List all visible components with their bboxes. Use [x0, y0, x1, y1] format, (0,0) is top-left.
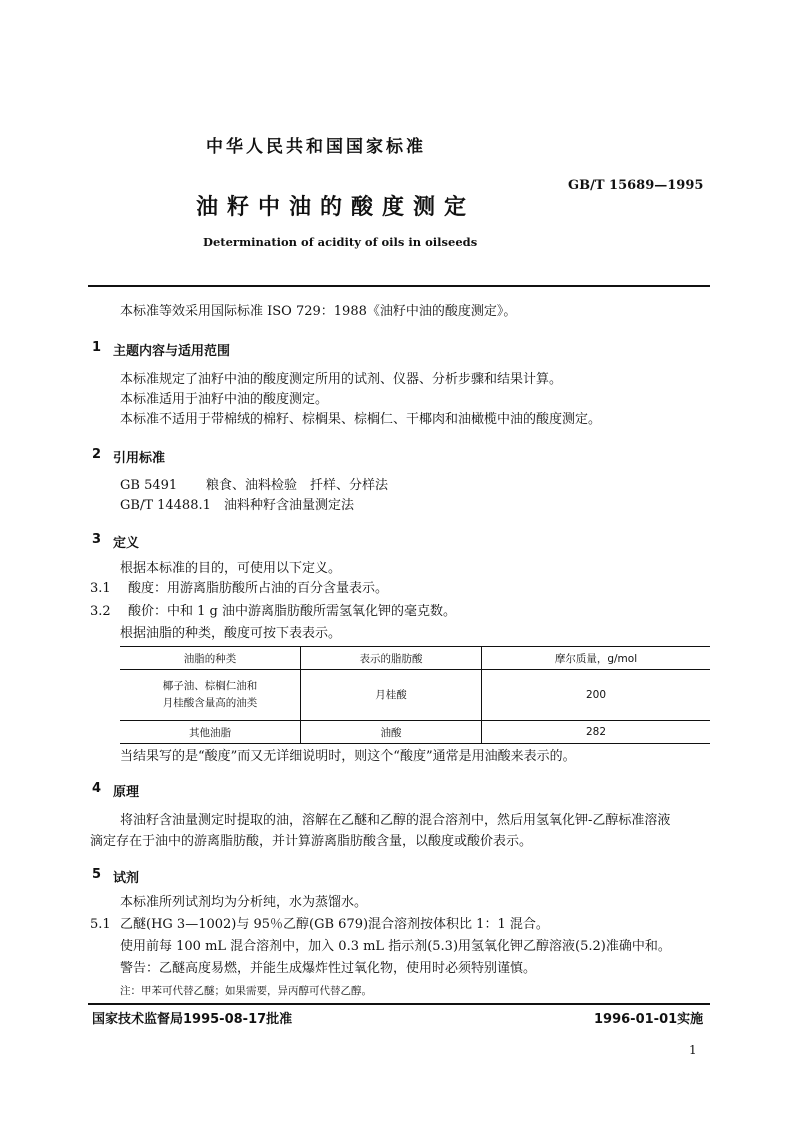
- section-3-para: 根据本标准的目的，可使用以下定义。: [120, 561, 342, 576]
- section-4-title: 原理: [113, 785, 140, 800]
- section-5-para: 本标准所列试剂均为分析纯，水为蒸馏水。: [120, 895, 368, 910]
- oil-type-line: 月桂酸含量高的油类: [162, 697, 258, 709]
- reference-name: 油料种籽含油量测定法: [224, 498, 355, 513]
- table-cell: 282: [482, 721, 711, 744]
- header-divider: [88, 285, 710, 287]
- table-cell: [120, 670, 301, 721]
- title-cn: 油籽中油的酸度测定: [196, 195, 476, 220]
- table-header: 油脂的种类: [120, 647, 301, 670]
- definition-text: 酸度：用游离脂肪酸所占油的百分含量表示。: [128, 581, 389, 596]
- definition-text: 酸价：中和 1 g 油中游离脂肪酸所需氢氧化钾的毫克数。: [128, 604, 456, 619]
- reference-name: 粮食、油料检验 扦样、分样法: [206, 478, 389, 493]
- section-2-title: 引用标准: [113, 451, 166, 466]
- table-intro: 根据油脂的种类，酸度可按下表表示。: [120, 626, 342, 641]
- oil-type-line: 椰子油、棕榈仁油和: [162, 680, 258, 692]
- table-header-row: [120, 647, 710, 670]
- table-header: 表示的脂肪酸: [301, 647, 482, 670]
- approval-text: 国家技术监督局1995-08-17批准: [92, 1012, 293, 1027]
- section-4-para: 将油籽含油量测定时提取的油，溶解在乙醚和乙醇的混合溶剂中，然后用氢氧化钾-乙醇标准溶液: [120, 813, 671, 828]
- standard-code: GB/T 15689—1995: [568, 178, 704, 193]
- reagent-usage: 使用前每 100 mL 混合溶剂中，加入 0.3 mL 指示剂(5.3)用氢氧化钾乙醇溶液(5.2)准确中和。: [120, 939, 671, 954]
- section-5-title: 试剂: [113, 871, 140, 886]
- footer-divider: [88, 1003, 710, 1005]
- table-cell: 油酸: [301, 721, 482, 744]
- table-cell: 月桂酸: [301, 670, 482, 721]
- table-cell: 200: [482, 670, 711, 721]
- section-1-number: 1: [92, 340, 102, 355]
- reagent-note: 注：甲苯可代替乙醚；如果需要，异丙醇可代替乙醇。: [120, 985, 372, 997]
- section-5-number: 5: [92, 867, 102, 882]
- acidity-table: [120, 646, 710, 744]
- section-4-number: 4: [92, 781, 102, 796]
- title-en: Determination of acidity of oils in oilseeds: [203, 235, 478, 249]
- reagent-warning: 警告：乙醚高度易燃，并能生成爆炸性过氧化物，使用时必须特别谨慎。: [120, 961, 537, 976]
- intro-text: 本标准等效采用国际标准 ISO 729：1988《油籽中油的酸度测定》。: [120, 304, 517, 319]
- section-2-number: 2: [92, 447, 102, 462]
- section-3-title: 定义: [113, 536, 140, 551]
- section-4-para: 滴定存在于油中的游离脂肪酸，并计算游离脂肪酸含量，以酸度或酸价表示。: [90, 834, 533, 849]
- standard-category: 中华人民共和国国家标准: [206, 137, 426, 157]
- section-1-para: 本标准规定了油籽中油的酸度测定所用的试剂、仪器、分析步骤和结果计算。: [120, 372, 563, 387]
- section-1-title: 主题内容与适用范围: [113, 344, 231, 359]
- reference-code: GB/T 14488.1: [120, 498, 211, 513]
- section-3-number: 3: [92, 532, 102, 547]
- reagent-text: 乙醚(HG 3—1002)与 95％乙醇(GB 679)混合溶剂按体积比 1：1 混合。: [120, 917, 549, 932]
- page-number: 1: [689, 1043, 697, 1057]
- table-row: [120, 721, 710, 744]
- definition-number: 3.2: [90, 604, 111, 619]
- reference-code: GB 5491: [120, 478, 178, 493]
- effective-date: 1996-01-01实施: [594, 1012, 704, 1027]
- reagent-number: 5.1: [90, 917, 111, 932]
- table-note: 当结果写的是“酸度”而又无详细说明时，则这个“酸度”通常是用油酸来表示的。: [120, 749, 576, 764]
- table-row: [120, 670, 710, 721]
- section-1-para: 本标准不适用于带棉绒的棉籽、棕榈果、棕榈仁、干椰肉和油橄榄中油的酸度测定。: [120, 412, 602, 427]
- table-header: 摩尔质量，g/mol: [482, 647, 711, 670]
- table-cell: 其他油脂: [120, 721, 301, 744]
- definition-number: 3.1: [90, 581, 111, 596]
- section-1-para: 本标准适用于油籽中油的酸度测定。: [120, 392, 329, 407]
